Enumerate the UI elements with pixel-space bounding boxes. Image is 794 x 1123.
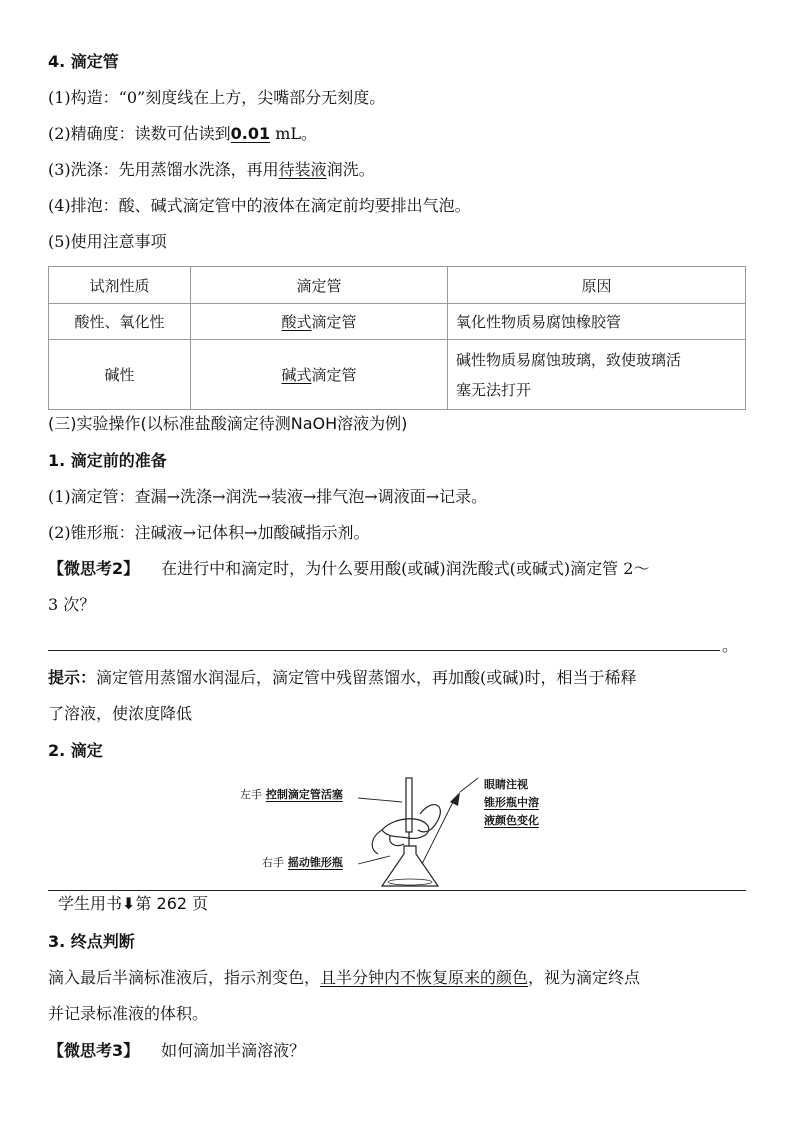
reason-line: 碱性物质易腐蚀玻璃，致使玻璃活 <box>456 350 682 369</box>
flask-steps: (2)锥形瓶：注碱液→记体积→加酸碱指示剂。 <box>48 523 370 542</box>
table-header: 滴定管 <box>191 267 448 304</box>
prep-title: 1. 滴定前的准备 <box>48 451 167 470</box>
book-ref-suffix: 第 262 页 <box>135 894 209 913</box>
think-2-text: 在进行中和滴定时，为什么要用酸(或碱)润洗酸式(或碱式)滴定管 2～ <box>161 559 650 578</box>
left-hand-text: 控制滴定管活塞 <box>265 788 343 801</box>
eye-label-2: 锥形瓶中溶 <box>484 796 539 809</box>
book-reference <box>58 894 208 914</box>
endpoint-line <box>48 968 640 988</box>
precision-value: 0.01 <box>230 124 271 143</box>
tube-type: 碱式 <box>281 366 312 384</box>
endpoint-text: 滴入最后半滴标准液后，指示剂变色， <box>48 968 321 987</box>
washing-text: (3)洗涤：先用蒸馏水洗涤，再用 <box>48 160 279 179</box>
precision-line <box>48 124 317 144</box>
table-header: 原因 <box>448 267 746 304</box>
tube-rest: 滴定管 <box>311 313 357 331</box>
hint-line <box>48 668 637 688</box>
endpoint-suffix: ，视为滴定终点 <box>528 968 641 987</box>
endpoint-title: 3. 终点判断 <box>48 932 135 951</box>
table-row <box>49 340 746 410</box>
titration-title: 2. 滴定 <box>48 741 103 760</box>
tube-type: 酸式 <box>281 313 312 331</box>
burette-steps: (1)滴定管：查漏→洗涤→润洗→装液→排气泡→调液面→记录。 <box>48 487 488 506</box>
washing-liquid: 待装液 <box>278 160 327 179</box>
think-2-question-cont: 3 次？ <box>48 595 96 614</box>
structure-line: (1)构造：“0”刻度线在上方，尖嘴部分无刻度。 <box>48 88 386 107</box>
book-ref-prefix: 学生用书 <box>58 894 123 913</box>
table-header: 试剂性质 <box>49 267 191 304</box>
right-hand-text: 摇动锥形瓶 <box>287 856 343 869</box>
table-cell: 碱性 <box>49 340 191 410</box>
page-break-rule <box>48 890 746 891</box>
eye-label-3: 液颜色变化 <box>484 814 539 827</box>
table-cell: 氧化性物质易腐蚀橡胶管 <box>448 304 746 340</box>
left-hand-label <box>240 788 343 802</box>
endpoint-condition: 且半分钟内不恢复原来的颜色 <box>320 968 529 987</box>
right-hand-prefix: 右手 <box>262 856 284 869</box>
eye-label-1: 眼睛注视 <box>484 778 528 791</box>
left-hand-prefix: 左手 <box>240 788 262 801</box>
hint-text: 滴定管用蒸馏水润湿后，滴定管中残留蒸馏水，再加酸(或碱)时，相当于稀释 <box>96 668 637 687</box>
section-4-title: 4. 滴定管 <box>48 52 119 71</box>
think-3-label: 【微思考3】 <box>48 1041 140 1060</box>
notes-title: (5)使用注意事项 <box>48 232 167 251</box>
answer-blank-period: 。 <box>722 636 739 655</box>
right-hand-label <box>262 856 343 870</box>
hint-label: 提示： <box>48 668 97 687</box>
table-cell <box>191 304 448 340</box>
precision-text: (2)精确度：读数可估读到 <box>48 124 231 143</box>
titration-figure <box>232 774 562 890</box>
tube-rest: 滴定管 <box>311 366 357 384</box>
think-2-question <box>48 559 649 579</box>
washing-suffix: 润洗。 <box>326 160 375 179</box>
think-2-label: 【微思考2】 <box>48 559 140 578</box>
notes-table <box>48 266 746 410</box>
answer-blank-line <box>48 650 720 651</box>
table-cell <box>448 340 746 410</box>
down-arrow-icon: ⬇ <box>122 894 136 913</box>
bubble-line: (4)排泡：酸、碱式滴定管中的液体在滴定前均要排出气泡。 <box>48 196 471 215</box>
think-3-text: 如何滴加半滴溶液？ <box>161 1041 306 1060</box>
table-cell <box>191 340 448 410</box>
table-row <box>49 304 746 340</box>
think-3-question <box>48 1041 305 1061</box>
hint-line-cont: 了溶液，使浓度降低 <box>48 704 193 723</box>
endpoint-line-cont: 并记录标准液的体积。 <box>48 1004 209 1023</box>
reason-line: 塞无法打开 <box>456 380 532 399</box>
washing-line <box>48 160 375 180</box>
section-3-title: (三)实验操作(以标准盐酸滴定待测NaOH溶液为例) <box>48 414 408 433</box>
precision-unit: mL。 <box>270 124 318 143</box>
table-cell: 酸性、氧化性 <box>49 304 191 340</box>
table-header-row <box>49 267 746 304</box>
